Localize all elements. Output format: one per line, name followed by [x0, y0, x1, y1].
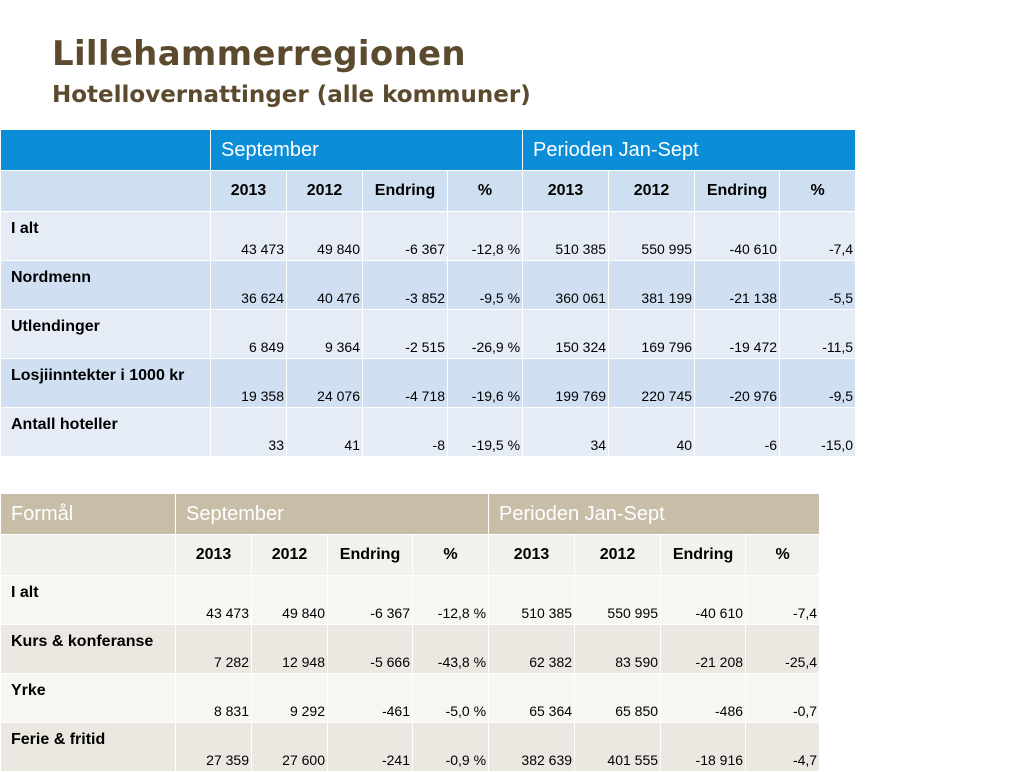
table1-header-corner: [1, 171, 211, 212]
table1-group-header-1: September: [211, 130, 523, 171]
table-row: [1, 674, 820, 723]
table-cell: -6: [695, 408, 780, 457]
table-cell: 360 061: [523, 261, 609, 310]
table-cell: 33: [211, 408, 287, 457]
table-cell: 8 831: [176, 674, 252, 723]
table-cell: 12 948: [252, 625, 328, 674]
table-cell: -21 208: [661, 625, 746, 674]
table2-col-header: Endring: [661, 535, 746, 576]
page-subtitle: Hotellovernattinger (alle kommuner): [52, 82, 531, 108]
table-cell: -19,6 %: [448, 359, 523, 408]
table-cell: -5 666: [328, 625, 413, 674]
table-cell: 6 849: [211, 310, 287, 359]
table-cell: 169 796: [609, 310, 695, 359]
table-cell: -3 852: [363, 261, 448, 310]
table-cell: 65 364: [489, 674, 575, 723]
table-cell: -5,0 %: [413, 674, 489, 723]
table-cell: 7 282: [176, 625, 252, 674]
row-label: Antall hoteller: [1, 408, 211, 457]
table-cell: 27 359: [176, 723, 252, 772]
row-label: Ferie & fritid: [1, 723, 176, 772]
table2-col-header: Endring: [328, 535, 413, 576]
table-cell: 550 995: [609, 212, 695, 261]
table-cell: -486: [661, 674, 746, 723]
table-row: [1, 625, 820, 674]
table-cell: 381 199: [609, 261, 695, 310]
table-cell: -43,8 %: [413, 625, 489, 674]
row-label: Utlendinger: [1, 310, 211, 359]
table-cell: 43 473: [176, 576, 252, 625]
table-cell: -7,4: [746, 576, 820, 625]
table-cell: -7,4: [780, 212, 856, 261]
page-title: Lillehammerregionen: [52, 34, 466, 74]
table-cell: 40 476: [287, 261, 363, 310]
table-cell: -26,9 %: [448, 310, 523, 359]
table2-col-header: %: [746, 535, 820, 576]
table-cell: 43 473: [211, 212, 287, 261]
table2-col-header: 2013: [489, 535, 575, 576]
table-row: [1, 408, 856, 457]
table-cell: 510 385: [489, 576, 575, 625]
table-cell: -11,5: [780, 310, 856, 359]
table-cell: -4,7: [746, 723, 820, 772]
table-cell: 9 292: [252, 674, 328, 723]
table-cell: -20 976: [695, 359, 780, 408]
table1-col-header: Endring: [695, 171, 780, 212]
table-row: [1, 723, 820, 772]
table-cell: 199 769: [523, 359, 609, 408]
table-cell: -241: [328, 723, 413, 772]
table-row: [1, 359, 856, 408]
row-label: Nordmenn: [1, 261, 211, 310]
table-cell: 83 590: [575, 625, 661, 674]
table-cell: 40: [609, 408, 695, 457]
table1-col-header: %: [448, 171, 523, 212]
row-label: Yrke: [1, 674, 176, 723]
table1-col-header: 2012: [609, 171, 695, 212]
table-cell: 49 840: [287, 212, 363, 261]
table-cell: -12,8 %: [448, 212, 523, 261]
row-label: I alt: [1, 576, 176, 625]
table1-col-header: 2013: [211, 171, 287, 212]
table-cell: -9,5: [780, 359, 856, 408]
table-cell: 382 639: [489, 723, 575, 772]
table-cell: -5,5: [780, 261, 856, 310]
table-cell: 220 745: [609, 359, 695, 408]
table-cell: -19,5 %: [448, 408, 523, 457]
table-cell: 34: [523, 408, 609, 457]
table-row: [1, 212, 856, 261]
table-cell: -8: [363, 408, 448, 457]
table2-col-header: %: [413, 535, 489, 576]
table-cell: -461: [328, 674, 413, 723]
table-row: [1, 310, 856, 359]
table-row: [1, 576, 820, 625]
table2-group-header-0: Formål: [1, 494, 176, 535]
table1-group-header-2: Perioden Jan-Sept: [523, 130, 856, 171]
row-label: Kurs & konferanse: [1, 625, 176, 674]
table-cell: 401 555: [575, 723, 661, 772]
table1-col-header: %: [780, 171, 856, 212]
table1-col-header: 2012: [287, 171, 363, 212]
table2-col-header: 2012: [575, 535, 661, 576]
row-label: Losjiinntekter i 1000 kr: [1, 359, 211, 408]
table-cell: 550 995: [575, 576, 661, 625]
table-cell: 24 076: [287, 359, 363, 408]
table-cell: 19 358: [211, 359, 287, 408]
table-cell: -0,7: [746, 674, 820, 723]
table-cell: -19 472: [695, 310, 780, 359]
table-cell: -2 515: [363, 310, 448, 359]
table-cell: 150 324: [523, 310, 609, 359]
table-cell: 62 382: [489, 625, 575, 674]
table2-group-header-2: Perioden Jan-Sept: [489, 494, 820, 535]
hotel-nights-table: [0, 129, 856, 457]
table1-col-header: 2013: [523, 171, 609, 212]
table-cell: 9 364: [287, 310, 363, 359]
table-row: [1, 261, 856, 310]
table-cell: -21 138: [695, 261, 780, 310]
table1-col-header: Endring: [363, 171, 448, 212]
table-cell: -12,8 %: [413, 576, 489, 625]
table1-group-header-0: [1, 130, 211, 171]
row-label: I alt: [1, 212, 211, 261]
table2-header-corner: [1, 535, 176, 576]
table-cell: 41: [287, 408, 363, 457]
table2-col-header: 2012: [252, 535, 328, 576]
table-cell: -25,4: [746, 625, 820, 674]
table-cell: -15,0: [780, 408, 856, 457]
table-cell: 65 850: [575, 674, 661, 723]
table-cell: -9,5 %: [448, 261, 523, 310]
table-cell: -6 367: [363, 212, 448, 261]
table-cell: 27 600: [252, 723, 328, 772]
table-cell: 36 624: [211, 261, 287, 310]
table-cell: -6 367: [328, 576, 413, 625]
table2-col-header: 2013: [176, 535, 252, 576]
purpose-table: [0, 493, 820, 772]
table-cell: -18 916: [661, 723, 746, 772]
table-cell: -40 610: [661, 576, 746, 625]
table-cell: -4 718: [363, 359, 448, 408]
table-cell: -0,9 %: [413, 723, 489, 772]
table-cell: -40 610: [695, 212, 780, 261]
table-cell: 49 840: [252, 576, 328, 625]
table-cell: 510 385: [523, 212, 609, 261]
table2-group-header-1: September: [176, 494, 489, 535]
